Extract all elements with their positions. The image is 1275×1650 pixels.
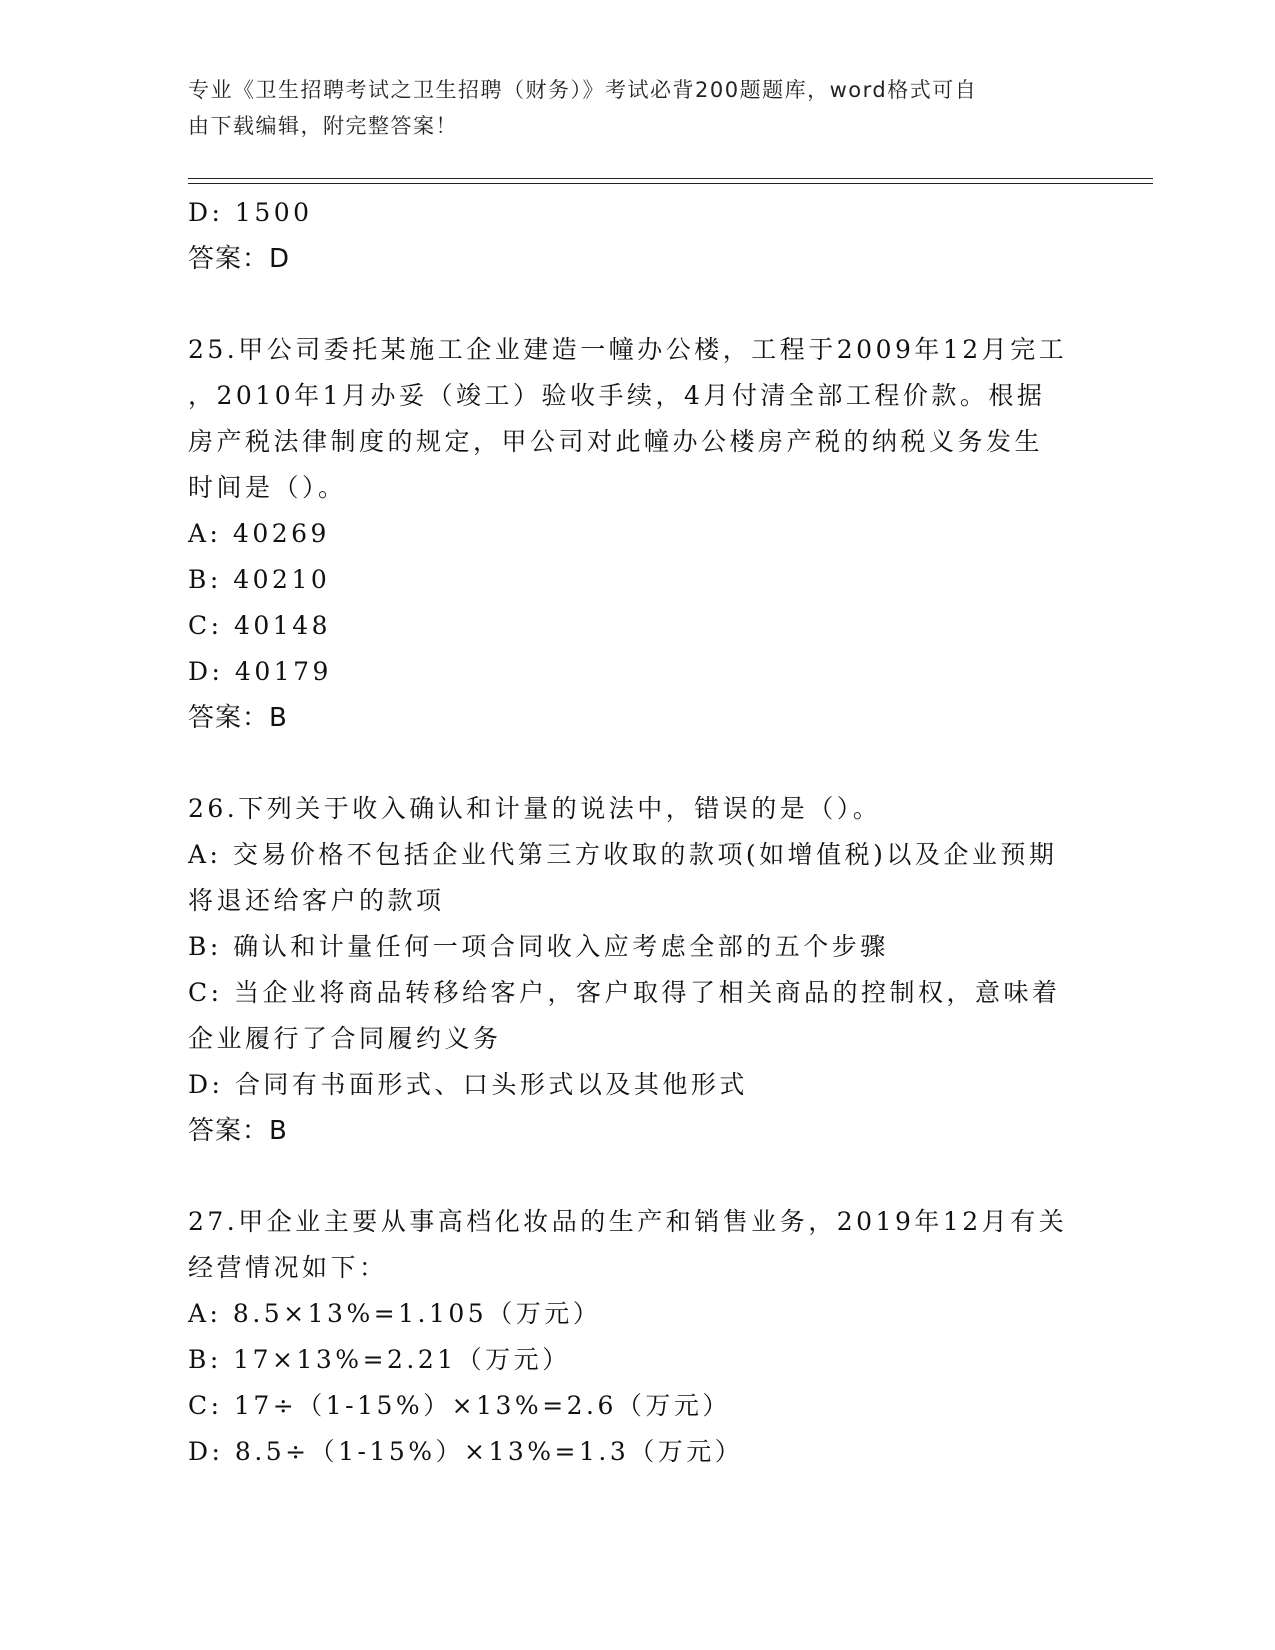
q25-answer: 答案：B: [188, 703, 288, 733]
q26-option-c-line-2: 企业履行了合同履约义务: [188, 1024, 502, 1053]
question-content: [188, 190, 1088, 1475]
q26-option-a-line-1: A: 交易价格不包括企业代第三方收取的款项(如增值税)以及企业预期: [188, 840, 1058, 869]
q27-option-a: A: 8.5×13%=1.105（万元）: [188, 1299, 602, 1328]
q25-stem-line-1: 25.甲公司委托某施工企业建造一幢办公楼，工程于2009年12月完工: [188, 335, 1068, 364]
header-divider-bottom: [188, 183, 1153, 184]
q25-stem-line-4: 时间是（）。: [188, 473, 347, 502]
q25-stem-line-3: 房产税法律制度的规定，甲公司对此幢办公楼房产税的纳税义务发生: [188, 427, 1044, 456]
q27-stem-line-1: 27.甲企业主要从事高档化妆品的生产和销售业务，2019年12月有关: [188, 1207, 1068, 1236]
document-header: [188, 72, 1068, 144]
spacer: [188, 1154, 1088, 1199]
q25-option-d: D: 40179: [188, 657, 332, 686]
q26-answer: 答案：B: [188, 1116, 288, 1146]
spacer: [188, 282, 1088, 327]
q26-option-c-line-1: C: 当企业将商品转移给客户，客户取得了相关商品的控制权，意味着: [188, 978, 1061, 1007]
q27-option-d: D: 8.5÷（1-15%）×13%=1.3（万元）: [188, 1437, 744, 1466]
spacer: [188, 741, 1088, 786]
q26-option-d: D: 合同有书面形式、口头形式以及其他形式: [188, 1070, 748, 1099]
q25-option-c: C: 40148: [188, 611, 332, 640]
q25-option-b: B: 40210: [188, 565, 331, 594]
q27-stem-line-2: 经营情况如下：: [188, 1253, 388, 1282]
header-divider-top: [188, 178, 1153, 179]
q26-option-b: B: 确认和计量任何一项合同收入应考虑全部的五个步骤: [188, 932, 889, 961]
q25-option-a: A: 40269: [188, 519, 330, 548]
prev-option-d: D: 1500: [188, 198, 313, 227]
header-line-1: 专业《卫生招聘考试之卫生招聘（财务）》考试必背200题题库，word格式可自: [188, 78, 978, 102]
q27-option-b: B: 17×13%=2.21（万元）: [188, 1345, 571, 1374]
q25-stem-line-2: ，2010年1月办妥（竣工）验收手续，4月付清全部工程价款。根据: [188, 381, 1046, 410]
q26-stem: 26.下列关于收入确认和计量的说法中，错误的是（）。: [188, 794, 882, 823]
header-line-2: 由下载编辑，附完整答案！: [188, 114, 458, 138]
q27-option-c: C: 17÷（1-15%）×13%=2.6（万元）: [188, 1391, 731, 1420]
prev-answer: 答案：D: [188, 244, 291, 274]
q26-option-a-line-2: 将退还给客户的款项: [188, 886, 445, 915]
